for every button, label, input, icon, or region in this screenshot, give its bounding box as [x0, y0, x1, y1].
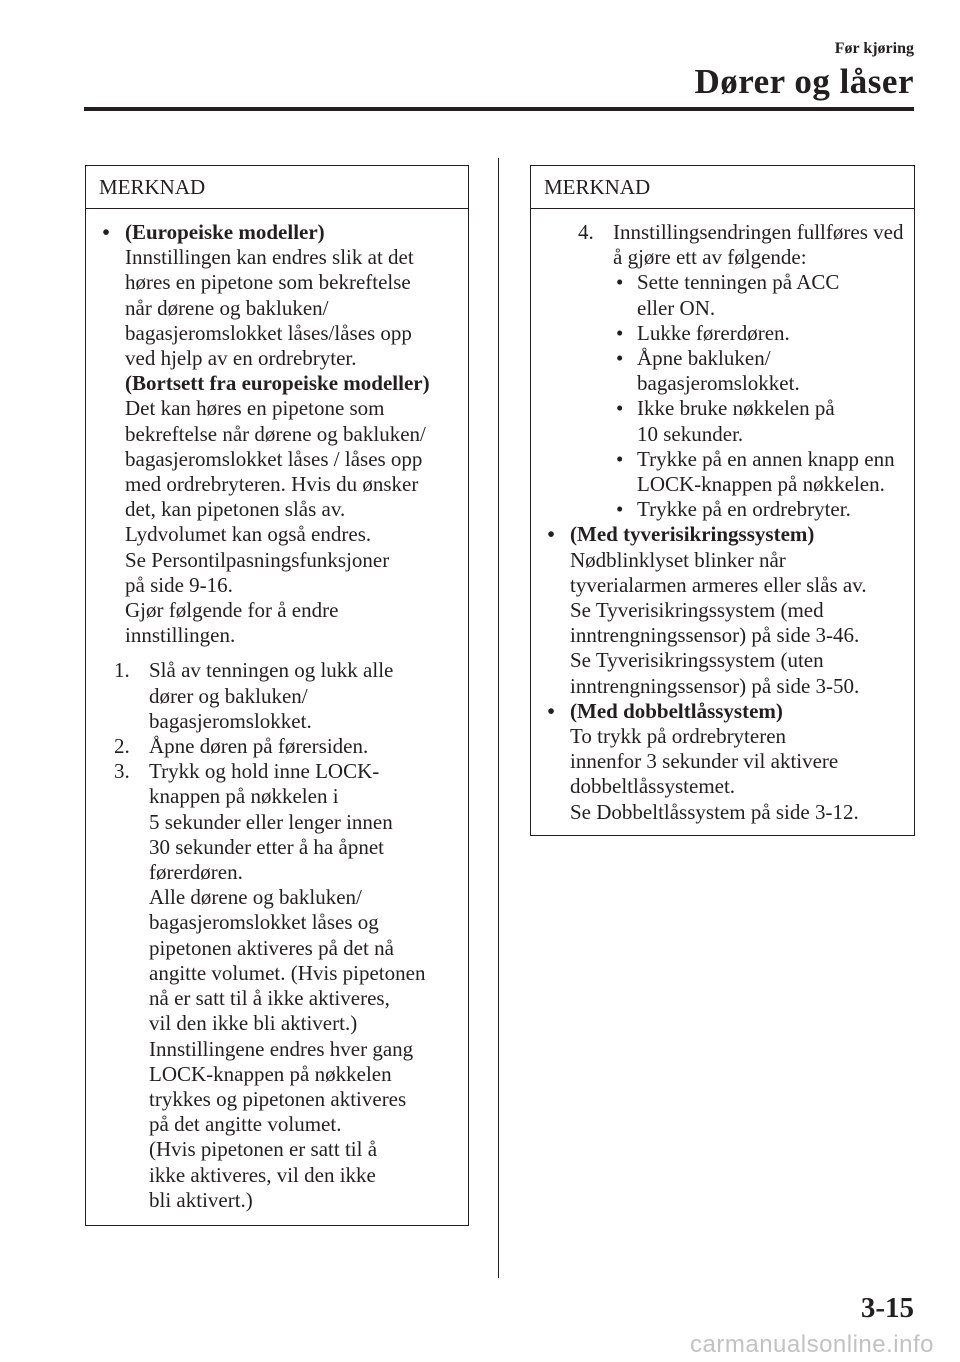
text-line: Se Tyverisikringssystem (uten [570, 648, 824, 673]
steps-list [531, 220, 914, 522]
sub-bullet-icon: • [616, 270, 624, 295]
bullet-theft-system [531, 522, 914, 698]
text-line: bagasjeromslokket låses / låses opp [125, 446, 423, 471]
step-number: 2. [114, 734, 130, 759]
text-line: bagasjeromslokket låses/låses opp [125, 320, 412, 345]
note-body [531, 209, 914, 825]
step-item [114, 759, 468, 1213]
text-line: bekreftelse når dørene og bakluken/ [125, 421, 426, 446]
column-divider [498, 158, 499, 1278]
text-line: LOCK-knappen på nøkkelen. [637, 472, 885, 497]
text-line: nå er satt til å ikke aktiveres, [149, 986, 390, 1011]
note-box-left [85, 165, 469, 1226]
sub-item [613, 270, 914, 320]
sub-item [613, 346, 914, 396]
page-number: 3-15 [860, 1292, 914, 1324]
sub-bullet-icon: • [616, 497, 624, 522]
text-line: vil den ikke bli aktivert.) [149, 1011, 358, 1036]
text-line: Se Persontilpasningsfunksjoner [125, 547, 390, 572]
text-line: Lukke førerdøren. [637, 320, 790, 345]
text-line: LOCK-knappen på nøkkelen [149, 1061, 392, 1086]
text-line: med ordrebryteren. Hvis du ønsker [125, 472, 419, 497]
text-line: ved hjelp av en ordrebryter. [125, 346, 357, 371]
step-item [114, 658, 468, 734]
text-line: dører og bakluken/ [149, 683, 308, 708]
text-line: tyverialarmen armeres eller slås av. [570, 572, 867, 597]
sub-bullet-icon: • [616, 346, 624, 371]
text-line: å gjøre ett av følgende: [613, 245, 807, 270]
bullet-double-lock [531, 699, 914, 825]
header-section: Før kjøring [834, 40, 914, 57]
text-line: Innstillingsendringen fullføres ved [613, 220, 904, 244]
text-line: Lydvolumet kan også endres. [125, 522, 372, 547]
bullet-title: (Med tyverisikringssystem) [570, 522, 815, 547]
text-line: eller ON. [637, 295, 716, 320]
text-line: Trykk og hold inne LOCK- [149, 759, 380, 784]
bullet-icon: • [102, 220, 110, 244]
note-box-right [530, 165, 915, 836]
text-line: To trykk på ordrebryteren [570, 724, 787, 749]
text-line: bagasjeromslokket. [149, 708, 312, 733]
text-line: Innstillingene endres hver gang [149, 1036, 414, 1061]
text-line: det, kan pipetonen slås av. [125, 497, 346, 522]
text-line: 10 sekunder. [637, 421, 744, 446]
sub-item [613, 497, 914, 522]
text-line: Åpne døren på førersiden. [149, 734, 369, 759]
bullet-icon: • [547, 698, 555, 723]
text-line: Trykke på en annen knapp enn [637, 446, 895, 471]
text-line: førerdøren. [149, 860, 243, 885]
text-line: Se Tyverisikringssystem (med [570, 598, 824, 623]
note-heading: MERKNAD [86, 166, 468, 209]
note-body [86, 209, 468, 1213]
sub-bullet-icon: • [616, 446, 624, 471]
text-line: innstillingen. [125, 623, 236, 648]
text-line: 5 sekunder eller lenger innen [149, 809, 393, 834]
text-line: inntrengningssensor) på side 3-50. [570, 673, 860, 698]
subheading: (Bortsett fra europeiske modeller) [125, 371, 430, 396]
text-line: knappen på nøkkelen i [149, 784, 339, 809]
text-line: Innstillingen kan endres slik at det [125, 245, 414, 270]
bullet-title: (Med dobbeltlåssystem) [570, 698, 783, 723]
text-line: Ikke bruke nøkkelen på [637, 396, 835, 421]
text-line: innenfor 3 sekunder vil aktivere [570, 749, 839, 774]
text-line: inntrengningssensor) på side 3-46. [570, 623, 860, 648]
step-number: 3. [114, 759, 130, 784]
step-item [578, 220, 914, 522]
steps-list [86, 658, 468, 1212]
sub-item [613, 396, 914, 446]
bullet-icon: • [547, 522, 555, 547]
bullet-title: (Europeiske modeller) [125, 220, 325, 244]
watermark-text: carmanualsonline.info [690, 1331, 934, 1358]
text-line: Trykke på en ordrebryter. [637, 497, 851, 522]
text-line: Sette tenningen på ACC [637, 270, 840, 295]
text-line: Åpne bakluken/ [637, 346, 771, 371]
page-title: Dører og låser [694, 62, 914, 101]
step-number: 1. [114, 658, 130, 683]
text-line: på det angitte volumet. [149, 1112, 342, 1137]
text-line: når dørene og bakluken/ [125, 295, 329, 320]
text-line: 30 sekunder etter å ha åpnet [149, 834, 384, 859]
text-line: Alle dørene og bakluken/ [149, 885, 362, 910]
text-line: ikke aktiveres, vil den ikke [149, 1162, 376, 1187]
sub-bullet-icon: • [616, 320, 624, 345]
note-heading: MERKNAD [531, 166, 914, 209]
text-line: bagasjeromslokket. [637, 371, 800, 396]
text-line: på side 9-16. [125, 572, 233, 597]
header-rule [84, 107, 914, 111]
text-line: bli aktivert.) [149, 1187, 253, 1212]
text-line: (Hvis pipetonen er satt til å [149, 1137, 378, 1162]
text-line: Slå av tenningen og lukk alle [149, 658, 394, 683]
sub-item [613, 447, 914, 497]
text-line: trykkes og pipetonen aktiveres [149, 1086, 407, 1111]
bullet-european [86, 220, 468, 648]
step-number: 4. [578, 220, 594, 244]
sub-item [613, 321, 914, 346]
text-line: Gjør følgende for å endre [125, 598, 339, 623]
text-line: dobbeltlåssystemet. [570, 774, 736, 799]
step-item [114, 734, 468, 759]
text-line: Se Dobbeltlåssystem på side 3-12. [570, 799, 859, 824]
text-line: Det kan høres en pipetone som [125, 396, 385, 421]
text-line: bagasjeromslokket låses og [149, 910, 379, 935]
text-line: høres en pipetone som bekreftelse [125, 270, 411, 295]
text-line: pipetonen aktiveres på det nå [149, 935, 394, 960]
sub-bullet-icon: • [616, 396, 624, 421]
text-line: angitte volumet. (Hvis pipetonen [149, 960, 426, 985]
text-line: Nødblinklyset blinker når [570, 547, 786, 572]
